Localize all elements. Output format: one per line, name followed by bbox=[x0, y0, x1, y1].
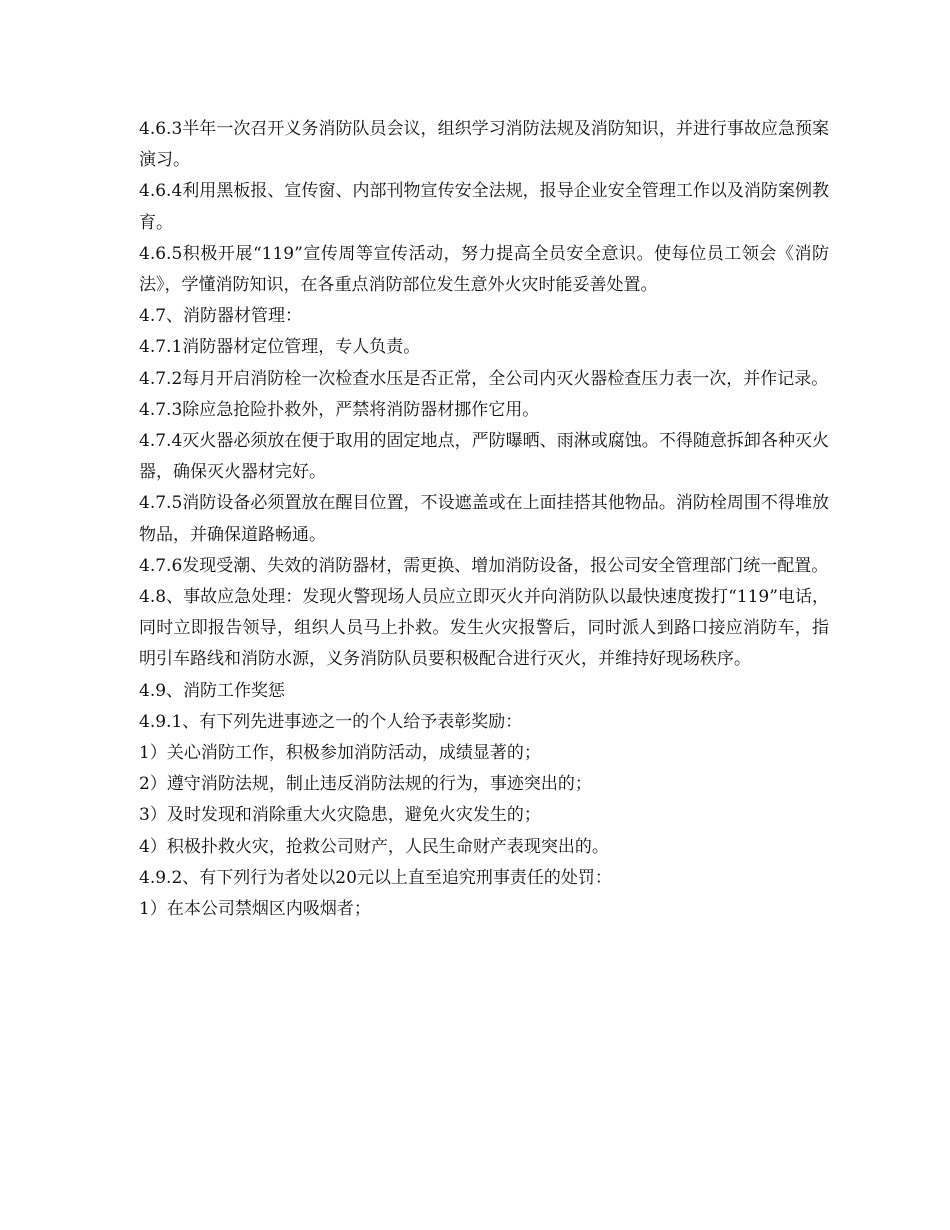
list-item-penalty-1: 1）在本公司禁烟区内吸烟者； bbox=[139, 899, 371, 920]
paragraph-4-6-5: 4.6.5积极开展“119”宣传周等宣传活动，努力提高全员安全意识。使每位员工领会《消防法》，学懂消防知识，在各重点消防部位发生意外火灾时能妥善处置。 bbox=[139, 243, 829, 296]
list-item-reward-2: 2）遵守消防法规，制止违反消防法规的行为，事迹突出的； bbox=[139, 774, 592, 795]
heading-4-7: 4.7、消防器材管理： bbox=[139, 306, 303, 327]
paragraph-4-7-6: 4.7.6发现受潮、失效的消防器材，需更换、增加消防设备，报公司安全管理部门统一配置。 bbox=[139, 555, 829, 576]
document-body bbox=[139, 114, 829, 925]
list-item-reward-1: 1）关心消防工作，积极参加消防活动，成绩显著的； bbox=[139, 743, 541, 764]
paragraph-4-7-2: 4.7.2每月开启消防栓一次检查水压是否正常，全公司内灭火器检查压力表一次，并作记录。 bbox=[139, 368, 829, 389]
paragraph-4-7-3: 4.7.3除应急抢险扑救外，严禁将消防器材挪作它用。 bbox=[139, 399, 540, 420]
list-item-reward-3: 3）及时发现和消除重大火灾隐患，避免火灾发生的； bbox=[139, 805, 541, 826]
paragraph-4-7-5: 4.7.5消防设备必须置放在醒目位置，不设遮盖或在上面挂搭其他物品。消防栓周围不得堆放物品，并确保道路畅通。 bbox=[139, 493, 829, 545]
paragraph-4-8: 4.8、事故应急处理：发现火警现场人员应立即灭火并向消防队以最快速度拨打“119”电话，同时立即报告领导，组织人员马上扑救。发生火灾报警后，同时派人到路口接应消防车，指明引车路线和消防水源，义务消防队员要积极配合进行灭火，并维持好现场秩序。 bbox=[139, 587, 829, 670]
heading-4-9: 4.9、消防工作奖惩 bbox=[139, 680, 286, 701]
paragraph-4-9-1: 4.9.1、有下列先进事迹之一的个人给予表彰奖励： bbox=[139, 711, 523, 732]
paragraph-4-6-4: 4.6.4利用黑板报、宣传窗、内部刊物宣传安全法规，报导企业安全管理工作以及消防案例教育。 bbox=[139, 181, 829, 233]
paragraph-4-7-4: 4.7.4灭火器必须放在便于取用的固定地点，严防曝晒、雨淋或腐蚀。不得随意拆卸各种灭火器，确保灭火器材完好。 bbox=[139, 431, 829, 483]
paragraph-4-7-1: 4.7.1消防器材定位管理，专人负责。 bbox=[139, 337, 421, 358]
list-item-reward-4: 4）积极扑救火灾，抢救公司财产，人民生命财产表现突出的。 bbox=[139, 836, 609, 857]
paragraph-4-6-3: 4.6.3半年一次召开义务消防队员会议，组织学习消防法规及消防知识，并进行事故应急预案演习。 bbox=[139, 119, 829, 171]
paragraph-4-9-2: 4.9.2、有下列行为者处以20元以上直至追究刑事责任的处罚： bbox=[139, 867, 612, 888]
